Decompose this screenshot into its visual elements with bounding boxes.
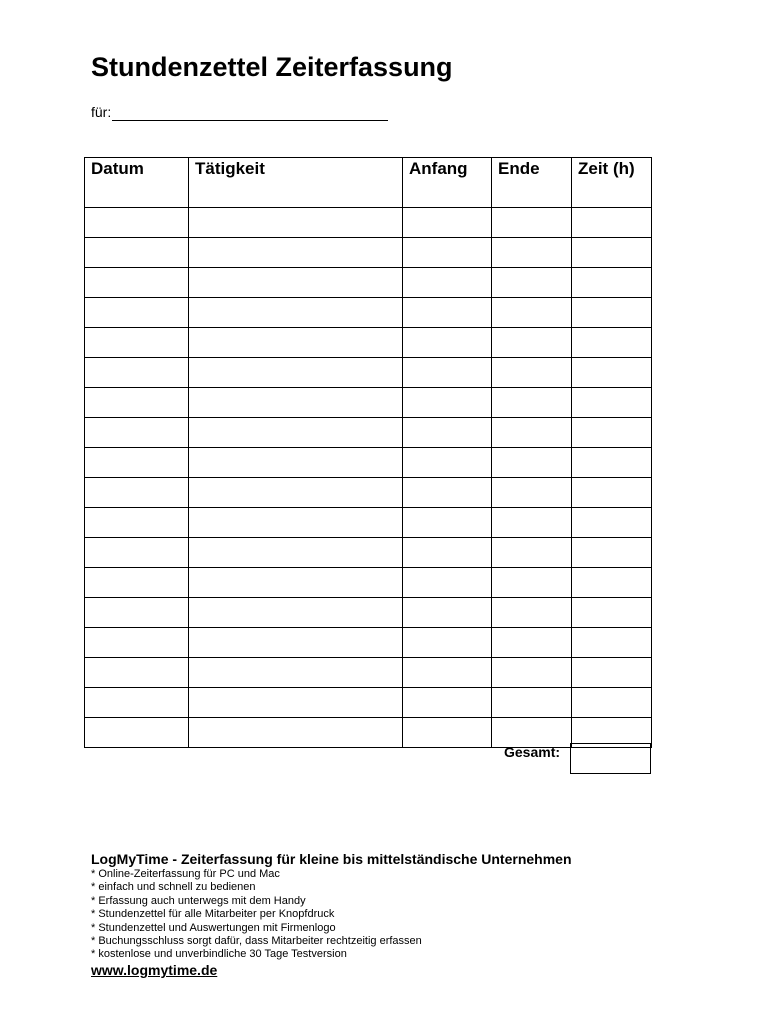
table-cell[interactable] bbox=[572, 688, 652, 718]
promo-feature-item: * kostenlose und unverbindliche 30 Tage Testversion bbox=[91, 948, 347, 961]
table-cell[interactable] bbox=[492, 328, 572, 358]
table-cell[interactable] bbox=[403, 388, 492, 418]
column-header-zeit: Zeit (h) bbox=[572, 158, 652, 208]
for-label: für: bbox=[91, 104, 112, 120]
table-cell[interactable] bbox=[492, 688, 572, 718]
table-cell[interactable] bbox=[572, 268, 652, 298]
table-cell[interactable] bbox=[85, 718, 189, 748]
table-cell[interactable] bbox=[189, 628, 403, 658]
table-cell[interactable] bbox=[403, 208, 492, 238]
table-cell[interactable] bbox=[492, 448, 572, 478]
table-cell[interactable] bbox=[572, 358, 652, 388]
table-cell[interactable] bbox=[572, 448, 652, 478]
table-cell[interactable] bbox=[492, 358, 572, 388]
column-header-datum: Datum bbox=[85, 158, 189, 208]
table-cell[interactable] bbox=[572, 328, 652, 358]
table-cell[interactable] bbox=[189, 388, 403, 418]
table-row bbox=[85, 418, 652, 448]
column-header-anfang: Anfang bbox=[403, 158, 492, 208]
table-cell[interactable] bbox=[85, 358, 189, 388]
table-cell[interactable] bbox=[85, 568, 189, 598]
table-cell[interactable] bbox=[85, 538, 189, 568]
table-cell[interactable] bbox=[492, 718, 572, 748]
table-cell[interactable] bbox=[189, 718, 403, 748]
table-cell[interactable] bbox=[403, 598, 492, 628]
table-cell[interactable] bbox=[492, 268, 572, 298]
table-cell[interactable] bbox=[492, 418, 572, 448]
promo-feature-list bbox=[91, 868, 422, 962]
table-cell[interactable] bbox=[492, 568, 572, 598]
table-cell[interactable] bbox=[572, 388, 652, 418]
table-cell[interactable] bbox=[85, 688, 189, 718]
promo-feature-item: * Buchungsschluss sorgt dafür, dass Mitarbeiter rechtzeitig erfassen bbox=[91, 935, 422, 948]
table-cell[interactable] bbox=[403, 238, 492, 268]
table-cell[interactable] bbox=[403, 538, 492, 568]
table-cell[interactable] bbox=[403, 268, 492, 298]
table-row bbox=[85, 388, 652, 418]
table-cell[interactable] bbox=[572, 508, 652, 538]
total-label: Gesamt: bbox=[504, 744, 561, 760]
table-cell[interactable] bbox=[572, 298, 652, 328]
table-cell[interactable] bbox=[189, 328, 403, 358]
table-row bbox=[85, 448, 652, 478]
table-cell[interactable] bbox=[85, 418, 189, 448]
table-cell[interactable] bbox=[492, 628, 572, 658]
table-cell[interactable] bbox=[403, 718, 492, 748]
table-cell[interactable] bbox=[492, 538, 572, 568]
table-cell[interactable] bbox=[572, 238, 652, 268]
table-cell[interactable] bbox=[403, 628, 492, 658]
table-cell[interactable] bbox=[403, 298, 492, 328]
table-row bbox=[85, 238, 652, 268]
table-row bbox=[85, 688, 652, 718]
table-cell[interactable] bbox=[492, 478, 572, 508]
table-cell[interactable] bbox=[85, 658, 189, 688]
table-cell[interactable] bbox=[85, 508, 189, 538]
table-cell[interactable] bbox=[189, 658, 403, 688]
table-cell[interactable] bbox=[403, 328, 492, 358]
table-cell[interactable] bbox=[572, 568, 652, 598]
table-cell[interactable] bbox=[85, 448, 189, 478]
table-cell[interactable] bbox=[189, 298, 403, 328]
table-cell[interactable] bbox=[403, 418, 492, 448]
table-header-row bbox=[85, 158, 652, 208]
table-row bbox=[85, 208, 652, 238]
table-cell[interactable] bbox=[85, 388, 189, 418]
table-cell[interactable] bbox=[85, 298, 189, 328]
table-cell[interactable] bbox=[572, 658, 652, 688]
table-cell[interactable] bbox=[189, 538, 403, 568]
table-cell[interactable] bbox=[189, 598, 403, 628]
promo-feature-item: * Stundenzettel und Auswertungen mit Firmenlogo bbox=[91, 921, 336, 934]
page-title: Stundenzettel Zeiterfassung bbox=[91, 52, 453, 82]
table-cell[interactable] bbox=[85, 478, 189, 508]
website-link[interactable]: www.logmytime.de bbox=[91, 962, 218, 978]
table-cell[interactable] bbox=[85, 598, 189, 628]
table-cell[interactable] bbox=[189, 238, 403, 268]
table-cell[interactable] bbox=[403, 448, 492, 478]
promo-feature-item: * Erfassung auch unterwegs mit dem Handy bbox=[91, 894, 306, 907]
table-cell[interactable] bbox=[492, 598, 572, 628]
table-cell[interactable] bbox=[189, 688, 403, 718]
table-cell[interactable] bbox=[189, 508, 403, 538]
table-cell[interactable] bbox=[403, 358, 492, 388]
table-cell[interactable] bbox=[85, 208, 189, 238]
column-header-ende: Ende bbox=[492, 158, 572, 208]
for-name-line bbox=[112, 120, 388, 121]
table-row bbox=[85, 268, 652, 298]
table-cell[interactable] bbox=[572, 598, 652, 628]
table-cell[interactable] bbox=[85, 268, 189, 298]
table-cell[interactable] bbox=[189, 568, 403, 598]
table-cell[interactable] bbox=[492, 388, 572, 418]
table-row bbox=[85, 328, 652, 358]
table-cell[interactable] bbox=[403, 508, 492, 538]
timesheet-table bbox=[84, 157, 652, 748]
table-row bbox=[85, 298, 652, 328]
table-row bbox=[85, 568, 652, 598]
table-cell[interactable] bbox=[572, 628, 652, 658]
table-cell[interactable] bbox=[403, 478, 492, 508]
table-cell[interactable] bbox=[572, 538, 652, 568]
table-row bbox=[85, 628, 652, 658]
timesheet-body bbox=[85, 208, 652, 748]
promo-feature-item: * Stundenzettel für alle Mitarbeiter per Knopfdruck bbox=[91, 908, 335, 921]
table-cell[interactable] bbox=[572, 208, 652, 238]
table-cell[interactable] bbox=[492, 208, 572, 238]
total-value-box bbox=[570, 743, 651, 774]
table-cell[interactable] bbox=[85, 238, 189, 268]
table-cell[interactable] bbox=[403, 568, 492, 598]
table-row bbox=[85, 508, 652, 538]
table-cell[interactable] bbox=[189, 448, 403, 478]
table-row bbox=[85, 718, 652, 748]
table-cell[interactable] bbox=[189, 358, 403, 388]
table-cell[interactable] bbox=[189, 268, 403, 298]
table-cell[interactable] bbox=[403, 688, 492, 718]
table-cell[interactable] bbox=[85, 328, 189, 358]
table-cell[interactable] bbox=[492, 508, 572, 538]
table-row bbox=[85, 538, 652, 568]
table-cell[interactable] bbox=[189, 208, 403, 238]
promo-heading: LogMyTime - Zeiterfassung für kleine bis mittelständische Unternehmen bbox=[91, 851, 572, 867]
table-cell[interactable] bbox=[572, 418, 652, 448]
table-cell[interactable] bbox=[492, 298, 572, 328]
promo-feature-item: * einfach und schnell zu bedienen bbox=[91, 881, 256, 894]
table-cell[interactable] bbox=[492, 238, 572, 268]
table-row bbox=[85, 658, 652, 688]
table-cell[interactable] bbox=[85, 628, 189, 658]
column-header-taetigkeit: Tätigkeit bbox=[189, 158, 403, 208]
table-row bbox=[85, 598, 652, 628]
table-cell[interactable] bbox=[189, 478, 403, 508]
table-cell[interactable] bbox=[189, 418, 403, 448]
promo-feature-item: * Online-Zeiterfassung für PC und Mac bbox=[91, 868, 280, 880]
table-cell[interactable] bbox=[572, 478, 652, 508]
table-row bbox=[85, 478, 652, 508]
table-row bbox=[85, 358, 652, 388]
table-cell[interactable] bbox=[403, 658, 492, 688]
table-cell[interactable] bbox=[492, 658, 572, 688]
